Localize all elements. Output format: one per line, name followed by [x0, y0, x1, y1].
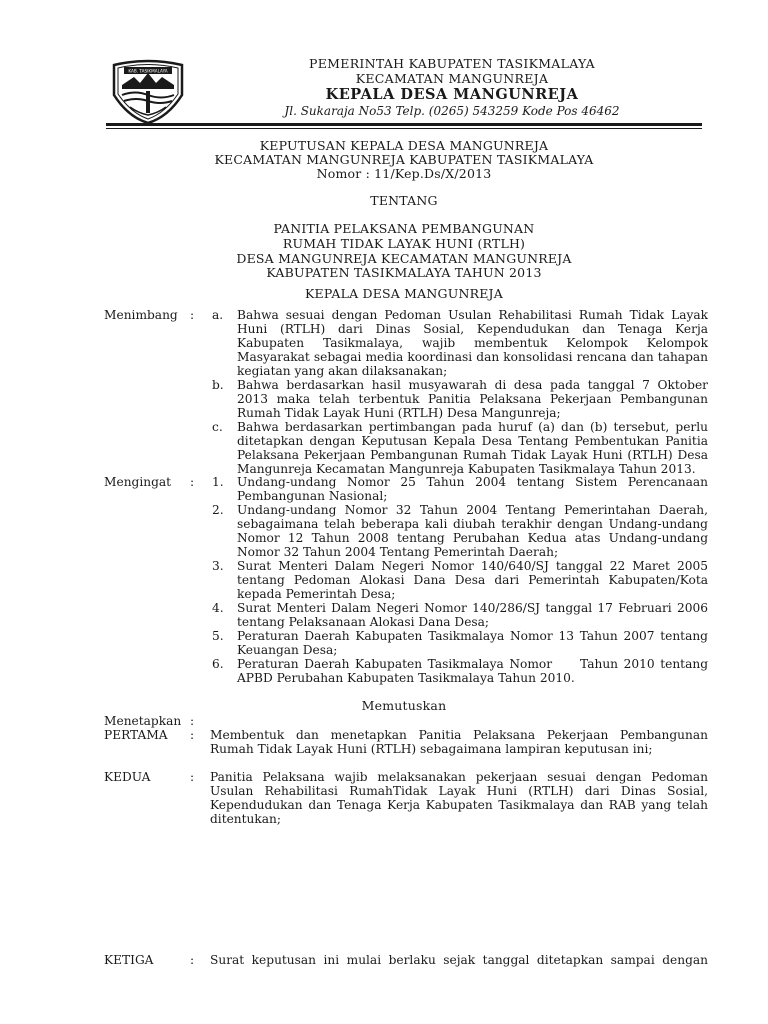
- menimbang-colon: :: [190, 308, 195, 322]
- ketiga-row: [104, 953, 708, 967]
- letterhead-rule-thick: [106, 123, 702, 126]
- item-text: Bahwa berdasarkan pertimbangan pada huruf (a) dan (b) tersebut, perlu ditetapkan dengan Keputusan Kepala Desa Tentang Pembentukan Panitia Pelaksana Pekerjaan Pembangunan Rumah Tidak Layak Huni (RTLH) Desa Mangunreja Kecamatan Mangunreja Kabupaten Tasikmalaya Tahun 2013.: [237, 420, 708, 477]
- memutuskan-heading: Memutuskan: [361, 698, 447, 713]
- mengingat-item-3: [104, 559, 708, 601]
- ketiga-colon: :: [190, 953, 195, 967]
- item-text: Peraturan Daerah Kabupaten Tasikmalaya Nomor Tahun 2010 tentang APBD Perubahan Kabupaten Tasikmalaya Tahun 2010.: [237, 657, 712, 686]
- menetapkan-row: [104, 714, 708, 728]
- mengingat-item-4: [104, 601, 708, 629]
- item-number: b.: [212, 378, 224, 392]
- item-text: Surat Menteri Dalam Negeri Nomor 140/286/SJ tanggal 17 Februari 2006 tentang Pelaksanaan Alokasi Dana Desa;: [237, 601, 708, 630]
- subject-line4: KABUPATEN TASIKMALAYA TAHUN 2013: [266, 265, 542, 280]
- item-number: c.: [212, 420, 223, 434]
- item-number: 6.: [212, 657, 224, 671]
- menimbang-label: Menimbang: [104, 308, 178, 322]
- decree-title-line1: KEPUTUSAN KEPALA DESA MANGUNREJA: [259, 138, 549, 153]
- mengingat-item-5: [104, 629, 708, 657]
- ketiga-text: Surat keputusan ini mulai berlaku sejak tanggal ditetapkan sampai dengan: [210, 953, 708, 967]
- mengingat-item-6: [104, 657, 712, 686]
- item-number: 1.: [212, 475, 224, 489]
- item-text: Bahwa berdasarkan hasil musyawarah di desa pada tanggal 7 Oktober 2013 maka telah terbentuk Panitia Pelaksana Pekerjaan Pembangunan Rumah Tidak Layak Huni (RTLH) Desa Mangunreja;: [237, 378, 708, 421]
- letterhead-rule-thin: [106, 128, 702, 129]
- pertama-text: Membentuk dan menetapkan Panitia Pelaksana Pekerjaan Pembangunan Rumah Tidak Layak Huni (RTLH) sebagaimana lampiran keputusan ini;: [210, 728, 708, 757]
- item-number: 4.: [212, 601, 224, 615]
- letterhead: [232, 56, 672, 119]
- pertama-row: [104, 728, 708, 756]
- logo-caption: KAB. TASIKMALAYA: [128, 68, 168, 74]
- pertama-colon: :: [190, 728, 195, 742]
- letterhead-government: PEMERINTAH KABUPATEN TASIKMALAYA: [309, 56, 595, 71]
- mengingat-item-2: [104, 503, 708, 559]
- item-text: Undang-undang Nomor 25 Tahun 2004 tentang Sistem Perencanaan Pembangunan Nasional;: [237, 475, 708, 504]
- mengingat-item-1: [104, 475, 708, 503]
- ketiga-label: KETIGA: [104, 953, 154, 967]
- kedua-row: [104, 770, 708, 826]
- menimbang-item-b: [104, 378, 708, 420]
- subject-line3: DESA MANGUNREJA KECAMATAN MANGUNREJA: [236, 251, 572, 266]
- item-text: Peraturan Daerah Kabupaten Tasikmalaya Nomor 13 Tahun 2007 tentang Keuangan Desa;: [237, 629, 708, 658]
- subject-line1: PANITIA PELAKSANA PEMBANGUNAN: [273, 221, 535, 236]
- menetapkan-colon: :: [190, 714, 195, 728]
- mengingat-colon: :: [190, 475, 195, 489]
- letterhead-address: Jl. Sukaraja No53 Telp. (0265) 543259 Kode Pos 46462: [284, 104, 620, 118]
- item-number: 5.: [212, 629, 224, 643]
- item-number: a.: [212, 308, 224, 322]
- item-text: Surat Menteri Dalam Negeri Nomor 140/640/SJ tanggal 22 Maret 2005 tentang Pedoman Alokasi Dana Desa dari Pemerintah Kabupaten/Kota kepada Pemerintah Desa;: [237, 559, 708, 602]
- item-number: 2.: [212, 503, 224, 517]
- mengingat-label: Mengingat: [104, 475, 172, 489]
- menimbang-item-a: [104, 308, 708, 379]
- tentang-heading: TENTANG: [370, 193, 438, 208]
- menetapkan-label: Menetapkan: [104, 714, 182, 728]
- item-text: Undang-undang Nomor 32 Tahun 2004 Tentang Pemerintahan Daerah, sebagaimana telah beberapa kali diubah terakhir dengan Undang-undang Nomor 12 Tahun 2008 tentang Perubahan Kedua atas Undang-undang Nomor 32 Tahun 2004 Tentang Pemerintah Daerah;: [237, 503, 708, 560]
- menimbang-item-c: [104, 420, 708, 476]
- decree-number: Nomor : 11/Kep.Ds/X/2013: [316, 166, 492, 181]
- kedua-colon: :: [190, 770, 195, 784]
- decree-title-line2: KECAMATAN MANGUNREJA KABUPATEN TASIKMALAYA: [214, 152, 594, 167]
- pertama-label: PERTAMA: [104, 728, 168, 742]
- item-number: 3.: [212, 559, 224, 573]
- letterhead-district: KECAMATAN MANGUNREJA: [355, 71, 549, 86]
- subject-line2: RUMAH TIDAK LAYAK HUNI (RTLH): [282, 236, 526, 251]
- kedua-text: Panitia Pelaksana wajib melaksanakan pekerjaan sesuai dengan Pedoman Usulan Rehabilitasi RumahTidak Layak Huni (RTLH) dari Dinas Sosial, Kependudukan dan Tenaga Kerja Kabupaten Tasikmalaya dan RAB yang telah ditentukan;: [210, 770, 708, 827]
- letterhead-office: KEPALA DESA MANGUNREJA: [325, 86, 579, 103]
- kedua-label: KEDUA: [104, 770, 151, 784]
- issuer-heading: KEPALA DESA MANGUNREJA: [305, 286, 503, 301]
- regency-emblem-icon: [108, 55, 188, 125]
- item-text: Bahwa sesuai dengan Pedoman Usulan Rehabilitasi Rumah Tidak Layak Huni (RTLH) dari Dinas Sosial, Kependudukan dan Tenaga Kerja Kabupaten Tasikmalaya, wajib membentuk Kelompok Kelompok Masyarakat sebagai media koordinasi dan konsolidasi rencana dan tahapan kegiatan yang akan dilaksanakan;: [237, 308, 708, 379]
